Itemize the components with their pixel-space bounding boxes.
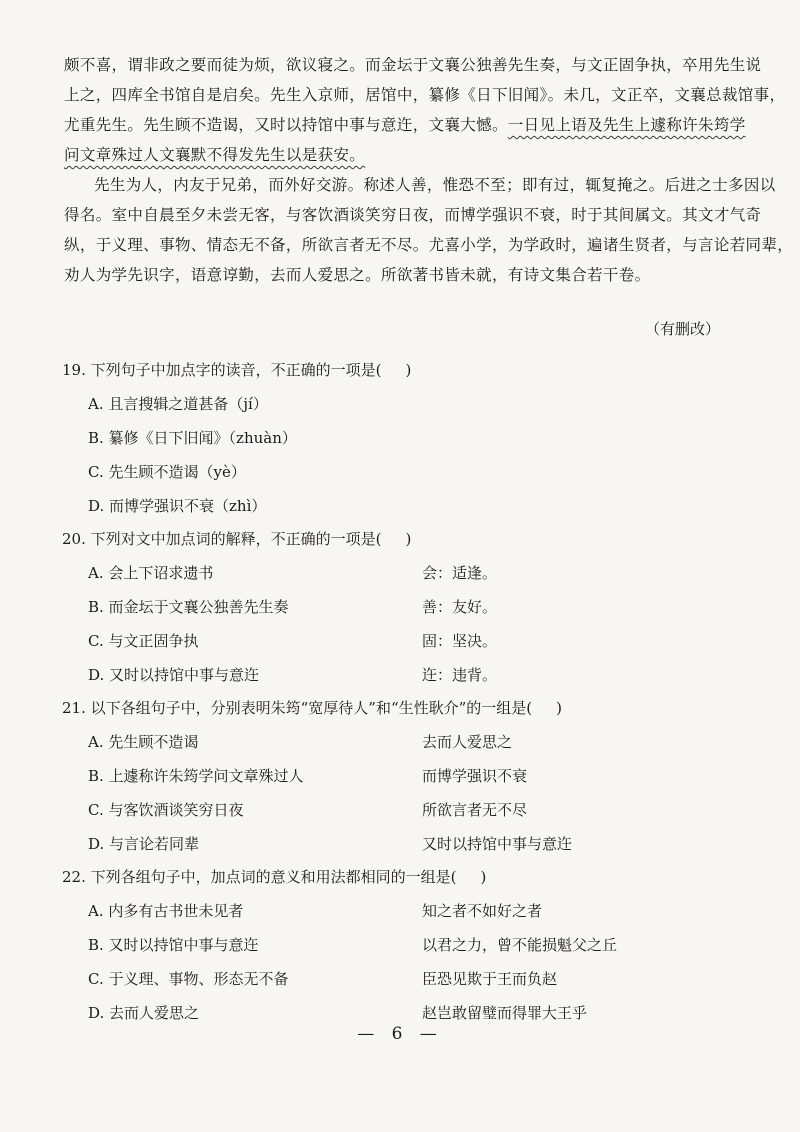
passage-line: 纵，于义理、事物、情态无不备，所欲言者无不尽。尤喜小学，为学政时，遍诸生贤者，与言论若同辈，	[64, 236, 794, 254]
option-b: B. 又时以持馆中事与意迕 以君之力，曾不能损魁父之丘	[88, 936, 618, 954]
passage-line: 先生为人，内友于兄弟，而外好交游。称述人善，惟恐不至；即有过，辄复掩之。后进之士多因以	[94, 176, 776, 194]
option-c: C. 先生顾不造谒（yè）	[88, 463, 246, 481]
option-d: D. 又时以持馆中事与意迕 迕：违背。	[88, 666, 498, 684]
page-number: — 6 —	[357, 1024, 443, 1044]
passage-line-text: 尤重先生。先生顾不造谒，又时以持馆中事与意迕，文襄大憾。	[64, 116, 508, 134]
option-c: C. 于义理、事物、形态无不备 臣恐见欺于王而负赵	[88, 970, 558, 988]
source-note: （有删改）	[644, 320, 720, 338]
option-a: A. 会上下诏求遗书 会：适逢。	[88, 564, 498, 582]
option-c: C. 与文正固争执 固：坚决。	[88, 632, 498, 650]
passage-line	[64, 110, 746, 140]
option-d: D. 而博学强识不衰（zhì）	[88, 497, 267, 515]
question-20	[62, 523, 742, 692]
option-a: A. 内多有古书世未见者 知之者不如好之者	[88, 902, 543, 920]
option-d: D. 与言论若同辈 又时以持馆中事与意迕	[88, 835, 573, 853]
option-d: D. 去而人爱思之 赵岂敢留璧而得罪大王乎	[88, 1004, 588, 1022]
question-stem: 19. 下列句子中加点字的读音，不正确的一项是( )	[62, 361, 412, 379]
option-a: A. 先生顾不造谒 去而人爱思之	[88, 733, 513, 751]
wavy-underlined-sentence: 一日见上语及先生上遽称许朱筠学	[507, 116, 746, 134]
option-c: C. 与客饮酒谈笑穷日夜 所欲言者无不尽	[88, 801, 528, 819]
question-22	[62, 861, 742, 1030]
option-a: A. 且言搜辑之道甚备（jí）	[88, 395, 268, 413]
question-list	[62, 354, 742, 1030]
passage-line: 劝人为学先识字，语意谆勤，去而人爱思之。所欲著书皆未就，有诗文集合若干卷。	[64, 266, 651, 284]
question-21	[62, 692, 742, 861]
option-b: B. 而金坛于文襄公独善先生奏 善：友好。	[88, 598, 498, 616]
question-stem: 20. 下列对文中加点词的解释，不正确的一项是( )	[62, 530, 412, 548]
passage-line: 颇不喜，谓非政之要而徒为烦，欲议寝之。而金坛于文襄公独善先生奏，与文正固争执，卒用先生说	[64, 56, 762, 74]
question-stem: 22. 下列各组句子中，加点词的意义和用法都相同的一组是( )	[62, 868, 487, 886]
option-b: B. 纂修《日下旧闻》（zhuàn）	[88, 429, 297, 447]
passage-line	[64, 140, 738, 170]
wavy-underlined-sentence-cont: 问文章殊过人文襄默不得发先生以是获安。	[64, 146, 366, 164]
question-19	[62, 354, 742, 523]
question-stem: 21. 以下各组句子中，分别表明朱筠“宽厚待人”和“生性耿介”的一组是( )	[62, 699, 563, 717]
passage-line: 得名。室中自晨至夕未尝无客，与客饮酒谈笑穷日夜，而博学强识不衰，时于其间属文。其文才气奇	[64, 206, 762, 224]
reading-passage	[64, 50, 794, 290]
passage-line: 上之，四库全书馆自是启矣。先生入京师，居馆中，纂修《日下旧闻》。未几，文正卒，文襄总裁馆事，	[64, 86, 786, 104]
option-b: B. 上遽称许朱筠学问文章殊过人 而博学强识不衰	[88, 767, 528, 785]
